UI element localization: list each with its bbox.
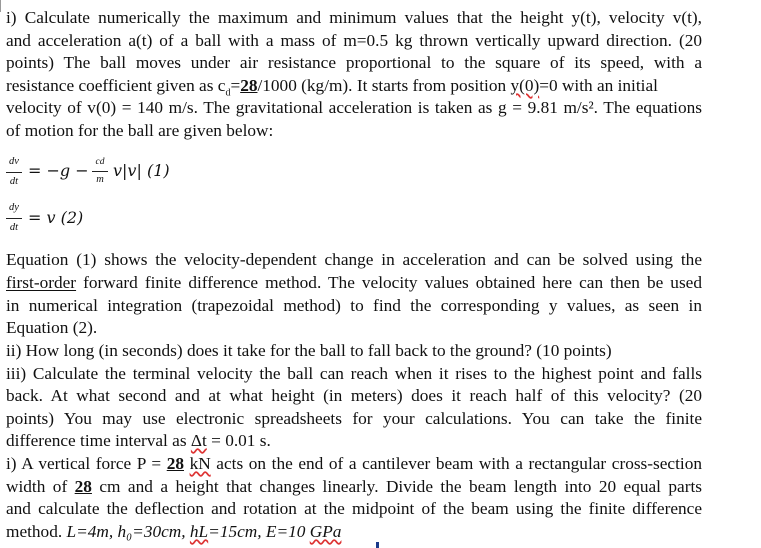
question-iii-line3: points) You may use electronic spreadsheets for your calculations. You can take the finite — [6, 409, 702, 428]
width-value: 28 — [74, 477, 92, 496]
eq1-rhs-a: = −g − — [28, 161, 89, 180]
eq1-coef-num: cd — [95, 157, 105, 167]
body-line4: Equation (2). — [6, 318, 98, 337]
problem1-line1: i) Calculate numerically the maximum and minimum values that the height y(t), velocity v(t), — [6, 8, 702, 27]
coefficient-value: 28 — [240, 76, 258, 95]
body-line3: in numerical integration (trapezoidal method) to find the corresponding y values, as seen in — [6, 296, 702, 315]
eq1-fraction-bar — [6, 172, 22, 173]
eq1-coef-bar — [92, 171, 108, 172]
eq2-denominator: dt — [9, 222, 19, 233]
problem2-line3: and calculate the deflection and rotation at the midpoint of the beam using the finite difference — [6, 499, 702, 518]
problem2-line1: i) A vertical force P = 28 kN acts on the end of a cantilever beam with a rectangular cross-section — [6, 454, 702, 473]
eq2-rhs: = v (2) — [28, 208, 84, 227]
eq2-numerator: dy — [9, 202, 19, 213]
margin-marker — [0, 0, 9, 12]
problem1-line6: of motion for the ball are given below: — [6, 121, 274, 140]
question-iii-line4: difference time interval as Δt = 0.01 s. — [6, 431, 271, 450]
body-line2: first-order forward finite difference method. The velocity values obtained here can then be used — [6, 273, 702, 292]
problem2-line4: method. L=4m, h₀=30cm, hL=15cm, E=10 GPa — [6, 522, 342, 541]
eq1-numerator: dv — [9, 156, 19, 167]
problem1-line2: and acceleration a(t) of a ball with a mass of m=0.5 kg thrown vertically upward direction. (20 — [6, 31, 702, 50]
question-ii: ii) How long (in seconds) does it take for the ball to fall back to the ground? (10 points) — [6, 341, 612, 360]
problem1-line5: velocity of v(0) = 140 m/s. The gravitational acceleration is taken as g = 9.81 m/s². The equations — [6, 98, 702, 117]
eq1-denominator: dt — [9, 176, 19, 187]
eq1-rhs-b: v|v| (1) — [113, 161, 170, 180]
question-iii-line1: iii) Calculate the terminal velocity the ball can reach when it rises to the highest point and falls — [6, 364, 702, 383]
force-value: 28 — [166, 454, 184, 473]
problem1-line3: points) The ball moves under air resistance proportional to the square of its speed, with a — [6, 53, 702, 72]
body-line1: Equation (1) shows the velocity-dependent change in acceleration and can be solved using the — [6, 250, 702, 269]
question-iii-line2: back. At what second and at what height (in meters) does it reach half of this velocity? (20 — [6, 386, 702, 405]
problem2-line2: width of 28 cm and a height that changes linearly. Divide the beam length into 20 equal parts — [6, 477, 702, 496]
text-cursor — [376, 542, 379, 548]
eq1-coef-den: m — [96, 174, 104, 185]
problem1-line4: resistance coefficient given as $c_d=28/1000$ (kg/m). It starts from position y(0)=0 with an initial — [6, 76, 658, 99]
eq2-fraction-bar — [6, 218, 22, 219]
